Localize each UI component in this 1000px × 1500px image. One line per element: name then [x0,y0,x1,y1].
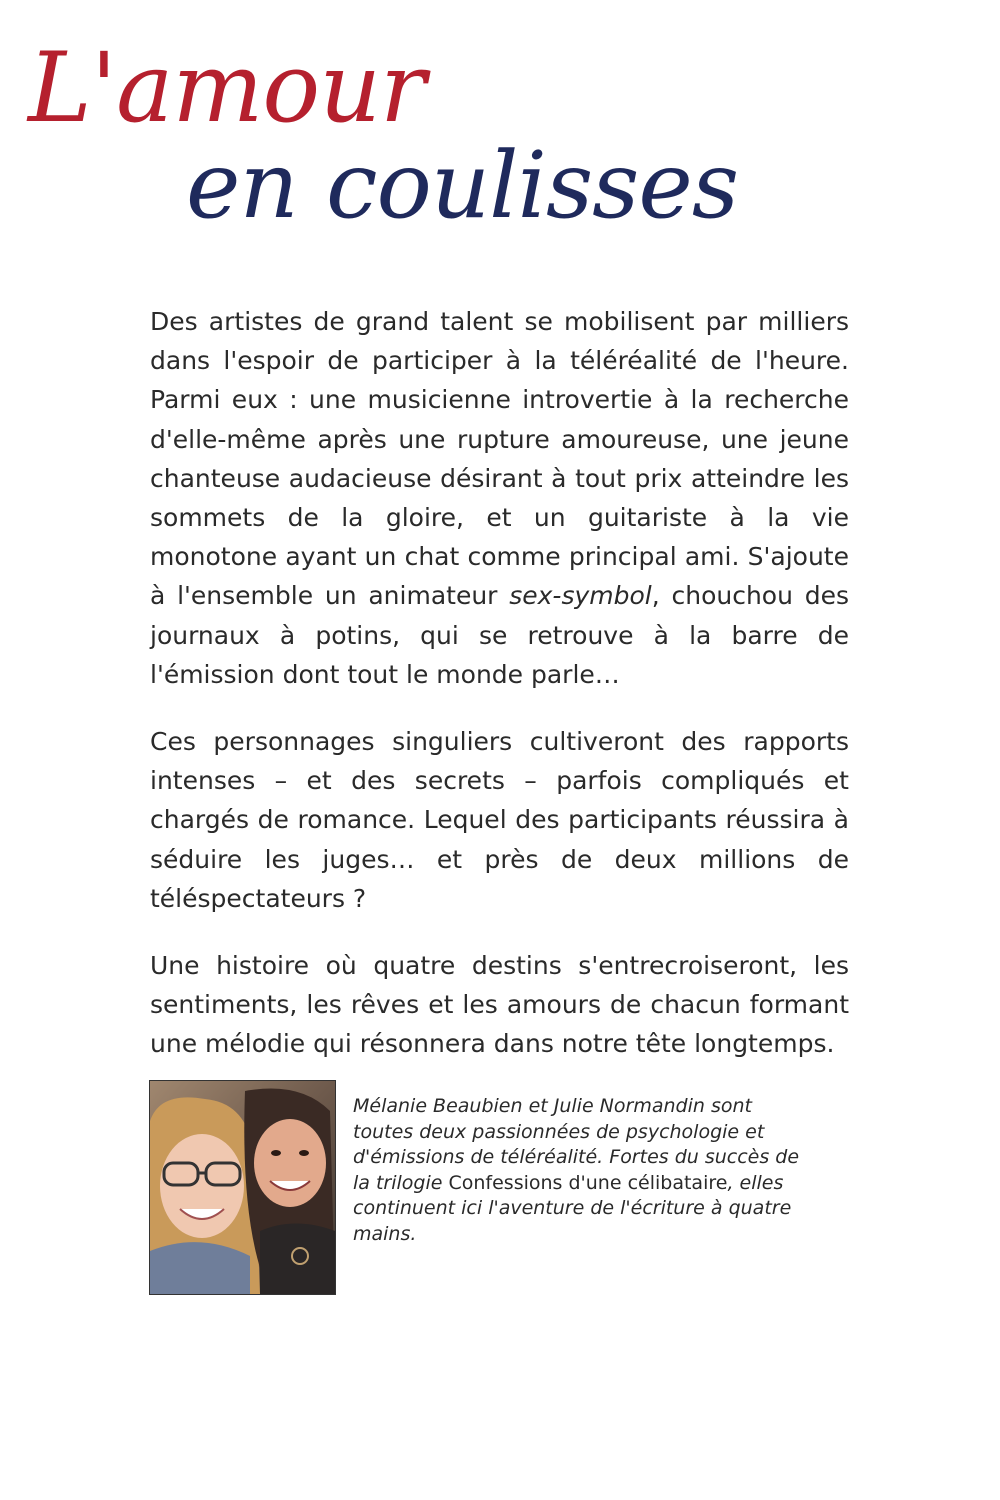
author-bio [353,1094,813,1247]
author-bio-part-2: , elles continuent ici l'aventure de l'écriture à quatre mains. [353,1171,792,1245]
author-bio-part-1: Mélanie Beaubien et Julie Normandin sont toutes deux passionnées de psychologie et d'émissions de téléréalité. Fortes du succès de la trilogie [353,1095,800,1194]
paragraph-1-before: Des artistes de grand talent se mobilisent par milliers dans l'espoir de participer à la téléréalité de l'heure. Parmi eux : une musicienne introvertie à la recherche d'elle-même après une rupture amoureuse, une jeune chanteuse audacieuse désirant à tout prix atteindre les sommets de la gloire, et un guitariste à la vie monotone ayant un chat comme principal ami. S'ajoute à l'ensemble un animateur [150,307,849,611]
paragraph-1-after: , chouchou des journaux à potins, qui se retrouve à la barre de l'émission dont tout le monde parle… [150,581,849,689]
author-bio-book-title: Confessions d'une célibataire [448,1171,728,1194]
paragraph-3: Une histoire où quatre destins s'entrecroiseront, les sentiments, les rêves et les amours de chacun formant une mélodie qui résonnera dans notre tête longtemps. [150,951,849,1059]
authors-photo-illustration [150,1081,335,1294]
authors-photo [149,1080,336,1295]
book-title [0,0,1000,260]
paragraph-2: Ces personnages singuliers cultiveront des rapports intenses – et des secrets – parfois compliqués et chargés de romance. Lequel des participants réussira à séduire les juges… et près de deux millions de téléspectateurs ? [150,727,849,913]
title-line-2: en coulisses [186,132,739,239]
back-cover-text [150,302,849,1064]
paragraph-1 [150,302,849,694]
paragraph-1-italic: sex-symbol [509,581,652,611]
title-line-1: L'amour [28,32,425,144]
